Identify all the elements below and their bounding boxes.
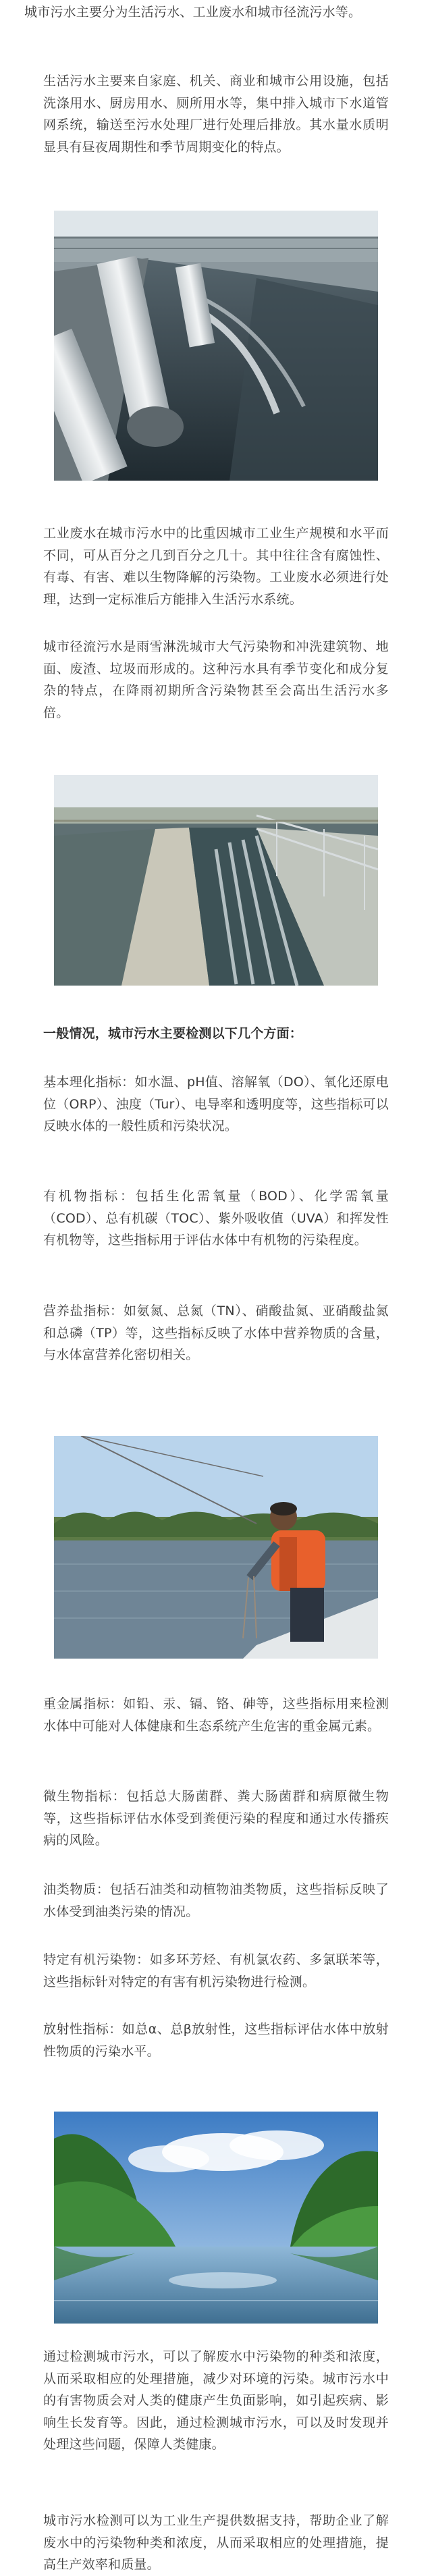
physicochemical-indicators-paragraph: 基本理化指标：如水温、pH值、溶解氧（DO）、氧化还原电位（ORP）、浊度（Tur）、电导率和透明度等，这些指标可以反映水体的一般性质和污染状况。 <box>43 1075 389 1133</box>
oil-substances-paragraph: 油类物质：包括石油类和动植物油类物质，这些指标反映了水体受到油类污染的情况。 <box>43 1882 389 1919</box>
radioactivity-indicators-paragraph: 放射性指标：如总α、总β放射性，这些指标评估水体中放射性物质的污染水平。 <box>43 2022 389 2059</box>
industrial-support-paragraph: 城市污水检测可以为工业生产提供数据支持，帮助企业了解废水中的污染物种类和浓度，从而采取相应的处理措施，提高生产效率和质量。 <box>43 2513 389 2572</box>
aeration-channels-illustration <box>54 775 378 986</box>
photo-aeration-channels <box>54 775 378 986</box>
heavy-metal-indicators-paragraph: 重金属指标：如铅、汞、镉、铬、砷等，这些指标用来检测水体中可能对人体健康和生态系统产生危害的重金属元素。 <box>43 1696 389 1734</box>
clean-river-illustration <box>54 2112 378 2324</box>
water-sampling-illustration <box>54 1436 378 1659</box>
intro-paragraph: 城市污水主要分为生活污水、工业废水和城市径流污水等。 <box>24 5 362 20</box>
nutrient-indicators-paragraph: 营养盐指标：如氨氮、总氮（TN）、硝酸盐氮、亚硝酸盐氮和总磷（TP）等，这些指标反映了水体中营养物质的含量，与水体富营养化密切相关。 <box>43 1304 389 1362</box>
section-heading: 一般情况，城市污水主要检测以下几个方面： <box>43 1026 303 1041</box>
photo-outfall-pipes <box>54 211 378 481</box>
photo-clean-river <box>54 2112 378 2324</box>
organic-indicators-paragraph: 有机物指标：包括生化需氧量（BOD）、化学需氧量（COD）、总有机碳（TOC）、紫外吸收值（UVA）和挥发性有机物等，这些指标用于评估水体中有机物的污染程度。 <box>43 1189 389 1247</box>
photo-water-sampling <box>54 1436 378 1659</box>
runoff-paragraph: 城市径流污水是雨雪淋洗城市大气污染物和冲洗建筑物、地面、废渣、垃圾而形成的。这种污水具有季节变化和成分复杂的特点，在降雨初期所含污染物甚至会高出生活污水多倍。 <box>43 639 389 720</box>
outfall-pipes-illustration <box>54 211 378 481</box>
organic-pollutants-paragraph: 特定有机污染物：如多环芳烃、有机氯农药、多氯联苯等，这些指标针对特定的有害有机污染物进行检测。 <box>43 1952 389 1989</box>
industrial-wastewater-paragraph: 工业废水在城市污水中的比重因城市工业生产规模和水平而不同，可从百分之几到百分之几十。其中往往含有腐蚀性、有毒、有害、难以生物降解的污染物。工业废水必须进行处理，达到一定标准后方能排入生活污水系统。 <box>43 526 389 607</box>
microbial-indicators-paragraph: 微生物指标：包括总大肠菌群、粪大肠菌群和病原微生物等，这些指标评估水体受到粪便污染的程度和通过水传播疾病的风险。 <box>43 1789 389 1848</box>
detection-benefits-paragraph: 通过检测城市污水，可以了解废水中污染物的种类和浓度，从而采取相应的处理措施，减少对环境的污染。城市污水中的有害物质会对人类的健康产生负面影响，如引起疾病、影响生长发育等。因此，通过检测城市污水，可以及时发现并处理这些问题，保障人类健康。 <box>43 2349 389 2452</box>
domestic-sewage-paragraph: 生活污水主要来自家庭、机关、商业和城市公用设施，包括洗涤用水、厨房用水、厕所用水等，集中排入城市下水道管网系统，输送至污水处理厂进行处理后排放。其水量水质明显具有昼夜周期性和季节周期变化的特点。 <box>43 74 389 155</box>
